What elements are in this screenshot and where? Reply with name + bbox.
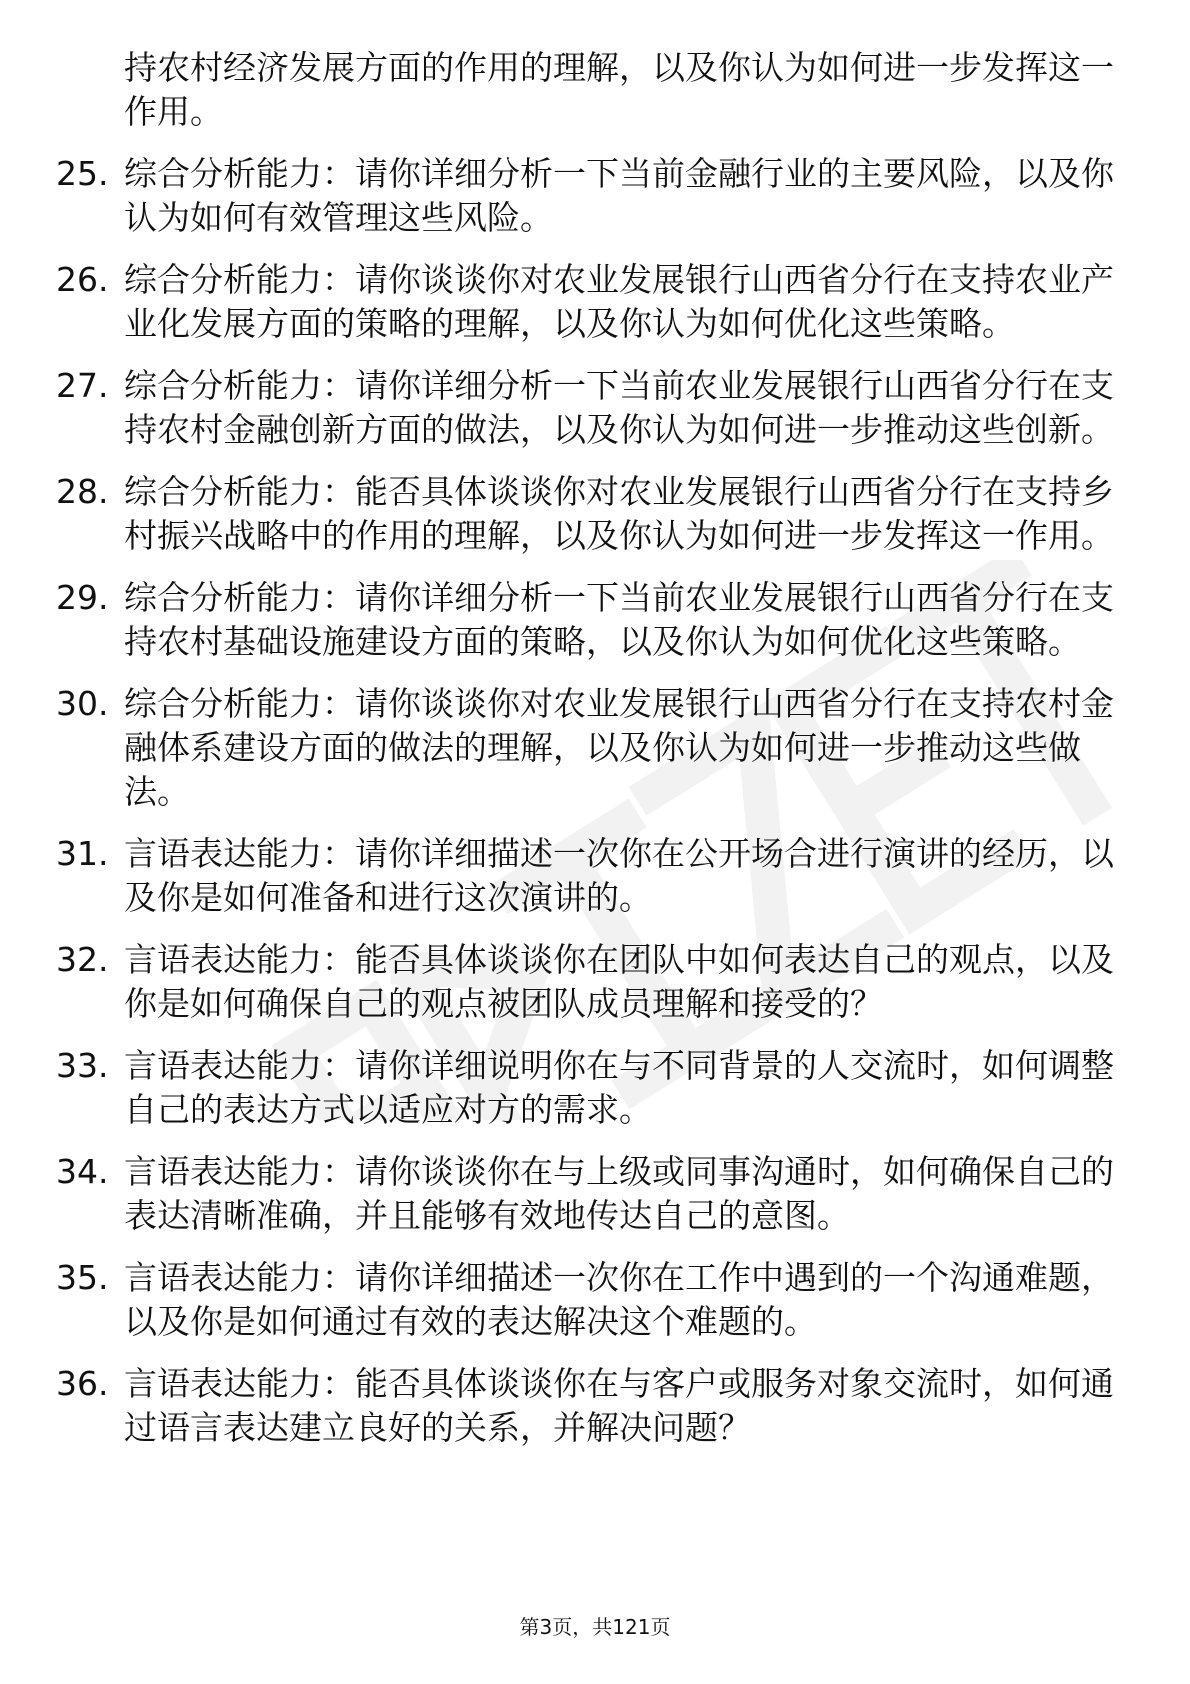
question-number: 35.	[56, 1258, 109, 1297]
question-item	[56, 470, 1116, 558]
question-number: 31.	[56, 834, 109, 873]
page-footer: 第3页，共121页	[519, 1615, 671, 1639]
question-item	[56, 682, 1116, 814]
question-list	[56, 152, 1116, 1450]
question-number: 34.	[56, 1152, 109, 1191]
question-item	[56, 576, 1116, 664]
question-item	[56, 364, 1116, 452]
question-text: 综合分析能力：请你详细分析一下当前金融行业的主要风险，以及你认为如何有效管理这些风险。	[124, 154, 1114, 237]
question-text: 综合分析能力：请你详细分析一下当前农业发展银行山西省分行在支持农村基础设施建设方面的策略，以及你认为如何优化这些策略。	[124, 578, 1114, 661]
question-content	[56, 46, 1116, 1468]
question-item	[56, 938, 1116, 1026]
question-number: 33.	[56, 1046, 109, 1085]
question-item	[56, 1150, 1116, 1238]
question-number: 29.	[56, 578, 109, 617]
question-item	[56, 1044, 1116, 1132]
question-text: 综合分析能力：请你谈谈你对农业发展银行山西省分行在支持农村金融体系建设方面的做法的理解，以及你认为如何进一步推动这些做法。	[124, 684, 1114, 811]
question-item	[56, 832, 1116, 920]
question-item	[56, 1256, 1116, 1344]
question-number: 32.	[56, 940, 109, 979]
question-number: 36.	[56, 1364, 109, 1403]
question-item	[56, 1362, 1116, 1450]
question-number: 26.	[56, 260, 109, 299]
question-text: 言语表达能力：能否具体谈谈你在团队中如何表达自己的观点，以及你是如何确保自己的观点被团队成员理解和接受的？	[124, 940, 1114, 1023]
question-text: 言语表达能力：请你谈谈你在与上级或同事沟通时，如何确保自己的表达清晰准确，并且能够有效地传达自己的意图。	[124, 1152, 1114, 1235]
question-number: 25.	[56, 154, 109, 193]
question-text: 言语表达能力：请你详细描述一次你在公开场合进行演讲的经历，以及你是如何准备和进行这次演讲的。	[124, 834, 1114, 917]
question-text: 综合分析能力：能否具体谈谈你对农业发展银行山西省分行在支持乡村振兴战略中的作用的理解，以及你认为如何进一步发挥这一作用。	[124, 472, 1114, 555]
question-number: 30.	[56, 684, 109, 723]
question-item	[56, 258, 1116, 346]
question-item	[56, 152, 1116, 240]
question-number: 27.	[56, 366, 109, 405]
question-text: 综合分析能力：请你详细分析一下当前农业发展银行山西省分行在支持农村金融创新方面的做法，以及你认为如何进一步推动这些创新。	[124, 366, 1114, 449]
question-text: 言语表达能力：能否具体谈谈你在与客户或服务对象交流时，如何通过语言表达建立良好的关系，并解决问题？	[124, 1364, 1114, 1447]
question-number: 28.	[56, 472, 109, 511]
continuation-paragraph: 持农村经济发展方面的作用的理解，以及你认为如何进一步发挥这一作用。	[124, 48, 1114, 131]
question-text: 言语表达能力：请你详细描述一次你在工作中遇到的一个沟通难题，以及你是如何通过有效的表达解决这个难题的。	[124, 1258, 1114, 1341]
question-text: 综合分析能力：请你谈谈你对农业发展银行山西省分行在支持农业产业化发展方面的策略的理解，以及你认为如何优化这些策略。	[124, 260, 1114, 343]
question-text: 言语表达能力：请你详细说明你在与不同背景的人交流时，如何调整自己的表达方式以适应对方的需求。	[124, 1046, 1114, 1129]
